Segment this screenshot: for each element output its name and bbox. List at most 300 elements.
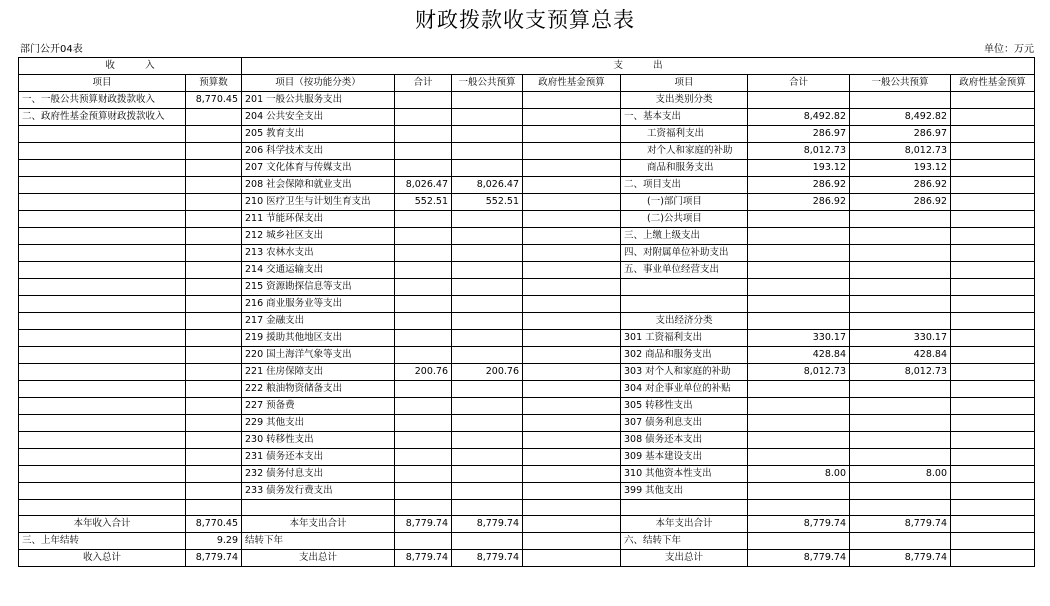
cell-total-2: 193.12 [748,160,850,177]
cell-general-budget-2 [850,432,951,449]
cell-budget-amount [186,483,242,500]
cell-total-2 [748,533,850,550]
cell-income-item [19,296,186,313]
col-header-total: 合计 [395,75,452,92]
cell-function-item: 201 一般公共服务支出 [242,92,395,109]
cell-expense-item: 一、基本支出 [621,109,748,126]
cell-budget-amount [186,330,242,347]
cell-total-2: 8,012.73 [748,143,850,160]
cell-budget-amount [186,364,242,381]
table-row [19,211,1035,228]
cell-general-budget [452,313,523,330]
table-row [19,550,1035,567]
cell-function-item: 213 农林水支出 [242,245,395,262]
cell-income-item [19,228,186,245]
cell-general-budget-2 [850,500,951,516]
cell-fund-budget [523,364,621,381]
cell-income-item [19,364,186,381]
cell-fund-budget [523,262,621,279]
cell-fund-budget-2 [951,550,1035,567]
cell-fund-budget [523,550,621,567]
cell-fund-budget [523,160,621,177]
cell-general-budget [452,432,523,449]
cell-total [395,245,452,262]
cell-expense-item: 工资福利支出 [621,126,748,143]
cell-fund-budget-2 [951,500,1035,516]
cell-income-item [19,415,186,432]
cell-function-item: 本年支出合计 [242,516,395,533]
cell-total: 200.76 [395,364,452,381]
cell-general-budget-2: 8,012.73 [850,364,951,381]
cell-budget-amount: 8,779.74 [186,550,242,567]
cell-income-item [19,500,186,516]
cell-function-item: 结转下年 [242,533,395,550]
cell-function-item: 221 住房保障支出 [242,364,395,381]
cell-total [395,483,452,500]
cell-budget-amount [186,228,242,245]
cell-expense-item: 支出经济分类 [621,313,748,330]
cell-general-budget-2 [850,279,951,296]
cell-expense-item: (一)部门项目 [621,194,748,211]
table-row [19,432,1035,449]
cell-fund-budget-2 [951,533,1035,550]
table-row [19,279,1035,296]
cell-total-2 [748,211,850,228]
cell-total [395,160,452,177]
cell-total [395,330,452,347]
cell-general-budget: 8,026.47 [452,177,523,194]
cell-general-budget [452,211,523,228]
cell-expense-item: 307 债务利息支出 [621,415,748,432]
cell-total-2: 330.17 [748,330,850,347]
cell-total-2 [748,279,850,296]
table-row [19,330,1035,347]
cell-general-budget [452,398,523,415]
cell-function-item: 227 预备费 [242,398,395,415]
cell-total-2 [748,381,850,398]
cell-general-budget [452,415,523,432]
cell-expense-item: 二、项目支出 [621,177,748,194]
cell-fund-budget [523,109,621,126]
cell-fund-budget-2 [951,449,1035,466]
cell-function-item: 231 债务还本支出 [242,449,395,466]
cell-total-2 [748,296,850,313]
table-row [19,500,1035,516]
cell-function-item: 230 转移性支出 [242,432,395,449]
cell-total-2: 286.92 [748,194,850,211]
cell-general-budget-2: 8,492.82 [850,109,951,126]
table-row [19,415,1035,432]
cell-budget-amount [186,160,242,177]
cell-total [395,466,452,483]
cell-budget-amount [186,381,242,398]
cell-function-item: 208 社会保障和就业支出 [242,177,395,194]
cell-total [395,313,452,330]
cell-total-2: 286.92 [748,177,850,194]
cell-general-budget-2 [850,296,951,313]
cell-income-item [19,126,186,143]
cell-general-budget [452,381,523,398]
cell-general-budget [452,279,523,296]
col-header-fund-budget-2: 政府性基金预算 [951,75,1035,92]
cell-fund-budget-2 [951,415,1035,432]
cell-budget-amount [186,245,242,262]
cell-expense-item: 399 其他支出 [621,483,748,500]
cell-budget-amount [186,415,242,432]
cell-fund-budget-2 [951,466,1035,483]
cell-income-item [19,330,186,347]
cell-total: 8,026.47 [395,177,452,194]
cell-general-budget-2: 8,012.73 [850,143,951,160]
cell-general-budget [452,533,523,550]
cell-general-budget [452,228,523,245]
budget-table [18,57,1035,567]
cell-fund-budget [523,533,621,550]
cell-general-budget-2 [850,398,951,415]
cell-total-2: 428.84 [748,347,850,364]
cell-budget-amount [186,262,242,279]
cell-budget-amount [186,177,242,194]
cell-total [395,398,452,415]
cell-fund-budget [523,245,621,262]
cell-total-2 [748,500,850,516]
cell-total [395,533,452,550]
expense-group-header: 支 出 [242,58,1035,75]
cell-general-budget-2: 8.00 [850,466,951,483]
cell-function-item: 216 商业服务业等支出 [242,296,395,313]
cell-general-budget-2 [850,313,951,330]
cell-fund-budget-2 [951,364,1035,381]
cell-fund-budget-2 [951,262,1035,279]
cell-function-item: 220 国土海洋气象等支出 [242,347,395,364]
cell-fund-budget-2 [951,143,1035,160]
cell-fund-budget [523,483,621,500]
cell-expense-item: 支出总计 [621,550,748,567]
cell-income-item: 二、政府性基金预算财政拨款收入 [19,109,186,126]
cell-fund-budget-2 [951,381,1035,398]
cell-function-item: 211 节能环保支出 [242,211,395,228]
cell-budget-amount [186,347,242,364]
cell-general-budget [452,330,523,347]
cell-budget-amount [186,211,242,228]
cell-general-budget [452,109,523,126]
cell-general-budget [452,500,523,516]
table-row [19,466,1035,483]
col-header-function-item: 项目（按功能分类） [242,75,395,92]
table-row [19,194,1035,211]
cell-expense-item: 302 商品和服务支出 [621,347,748,364]
cell-income-item [19,381,186,398]
cell-general-budget: 552.51 [452,194,523,211]
cell-fund-budget-2 [951,177,1035,194]
cell-budget-amount [186,398,242,415]
cell-fund-budget [523,177,621,194]
cell-budget-amount [186,143,242,160]
cell-fund-budget-2 [951,279,1035,296]
cell-budget-amount: 9.29 [186,533,242,550]
cell-fund-budget [523,143,621,160]
table-row [19,126,1035,143]
cell-income-item: 本年收入合计 [19,516,186,533]
table-row [19,177,1035,194]
cell-fund-budget-2 [951,483,1035,500]
cell-total [395,449,452,466]
col-header-income-item: 项目 [19,75,186,92]
cell-function-item: 204 公共安全支出 [242,109,395,126]
cell-general-budget [452,245,523,262]
cell-income-item [19,483,186,500]
cell-total-2 [748,262,850,279]
cell-expense-item: 商品和服务支出 [621,160,748,177]
cell-fund-budget [523,466,621,483]
cell-fund-budget [523,194,621,211]
table-row [19,143,1035,160]
group-header-row [19,58,1035,75]
table-row [19,381,1035,398]
cell-function-item: 207 文化体育与传媒支出 [242,160,395,177]
cell-fund-budget [523,296,621,313]
table-row [19,245,1035,262]
cell-fund-budget-2 [951,160,1035,177]
table-row [19,347,1035,364]
cell-function-item: 219 援助其他地区支出 [242,330,395,347]
cell-general-budget [452,449,523,466]
table-row [19,364,1035,381]
cell-fund-budget [523,92,621,109]
cell-fund-budget-2 [951,92,1035,109]
cell-function-item: 支出总计 [242,550,395,567]
cell-total [395,415,452,432]
cell-general-budget [452,466,523,483]
cell-income-item: 三、上年结转 [19,533,186,550]
form-code: 部门公开04表 [20,44,83,55]
cell-general-budget [452,347,523,364]
cell-total-2 [748,228,850,245]
cell-total: 8,779.74 [395,550,452,567]
cell-expense-item: 四、对附属单位补助支出 [621,245,748,262]
cell-budget-amount [186,313,242,330]
cell-fund-budget [523,347,621,364]
cell-income-item [19,279,186,296]
cell-total [395,500,452,516]
cell-function-item: 232 债务付息支出 [242,466,395,483]
cell-general-budget: 8,779.74 [452,516,523,533]
cell-total [395,211,452,228]
cell-budget-amount [186,109,242,126]
table-row [19,533,1035,550]
cell-income-item [19,177,186,194]
cell-general-budget [452,483,523,500]
cell-total [395,92,452,109]
cell-total-2 [748,432,850,449]
cell-fund-budget [523,381,621,398]
table-row [19,92,1035,109]
cell-function-item: 229 其他支出 [242,415,395,432]
cell-fund-budget-2 [951,432,1035,449]
cell-general-budget [452,262,523,279]
cell-fund-budget [523,330,621,347]
report-title: 财政拨款收支预算总表 [415,8,635,32]
cell-fund-budget [523,449,621,466]
table-row [19,398,1035,415]
cell-fund-budget [523,432,621,449]
cell-fund-budget [523,415,621,432]
cell-function-item: 217 金融支出 [242,313,395,330]
cell-total-2: 286.97 [748,126,850,143]
cell-total [395,347,452,364]
cell-fund-budget-2 [951,313,1035,330]
cell-general-budget-2 [850,262,951,279]
cell-general-budget [452,126,523,143]
cell-function-item: 205 教育支出 [242,126,395,143]
cell-budget-amount [186,194,242,211]
cell-fund-budget-2 [951,330,1035,347]
col-header-general-budget-2: 一般公共预算 [850,75,951,92]
cell-budget-amount: 8,770.45 [186,92,242,109]
cell-expense-item: 本年支出合计 [621,516,748,533]
cell-function-item: 215 资源勘探信息等支出 [242,279,395,296]
cell-general-budget-2 [850,415,951,432]
cell-expense-item: 304 对企事业单位的补贴 [621,381,748,398]
cell-expense-item: 301 工资福利支出 [621,330,748,347]
table-row [19,262,1035,279]
cell-general-budget-2 [850,381,951,398]
cell-expense-item: 支出类别分类 [621,92,748,109]
cell-total-2 [748,449,850,466]
cell-income-item [19,160,186,177]
cell-total-2 [748,245,850,262]
cell-total [395,432,452,449]
cell-fund-budget [523,279,621,296]
cell-income-item: 收入总计 [19,550,186,567]
cell-fund-budget-2 [951,211,1035,228]
cell-fund-budget-2 [951,245,1035,262]
cell-total-2: 8.00 [748,466,850,483]
cell-total-2: 8,779.74 [748,516,850,533]
cell-fund-budget-2 [951,296,1035,313]
unit-label: 单位：万元 [984,44,1034,55]
cell-general-budget: 200.76 [452,364,523,381]
cell-fund-budget-2 [951,109,1035,126]
cell-general-budget: 8,779.74 [452,550,523,567]
cell-income-item [19,432,186,449]
table-row [19,483,1035,500]
cell-general-budget-2 [850,483,951,500]
cell-fund-budget [523,398,621,415]
cell-general-budget-2: 330.17 [850,330,951,347]
cell-expense-item [621,279,748,296]
cell-general-budget-2: 286.97 [850,126,951,143]
table-row [19,109,1035,126]
cell-fund-budget [523,516,621,533]
cell-fund-budget [523,228,621,245]
cell-total [395,228,452,245]
cell-income-item [19,313,186,330]
cell-total: 552.51 [395,194,452,211]
cell-income-item [19,194,186,211]
cell-income-item [19,143,186,160]
cell-general-budget-2: 286.92 [850,177,951,194]
cell-expense-item: 六、结转下年 [621,533,748,550]
table-row [19,160,1035,177]
cell-total [395,381,452,398]
cell-general-budget [452,143,523,160]
cell-income-item [19,466,186,483]
cell-total-2 [748,398,850,415]
col-header-expense-item: 项目 [621,75,748,92]
cell-total [395,126,452,143]
cell-fund-budget [523,313,621,330]
cell-total [395,143,452,160]
table-row [19,313,1035,330]
cell-expense-item: 310 其他资本性支出 [621,466,748,483]
cell-function-item: 222 粮油物资储备支出 [242,381,395,398]
cell-general-budget-2: 286.92 [850,194,951,211]
cell-total [395,279,452,296]
cell-general-budget-2 [850,245,951,262]
cell-expense-item [621,296,748,313]
cell-general-budget-2 [850,92,951,109]
cell-total-2: 8,492.82 [748,109,850,126]
cell-total [395,296,452,313]
col-header-fund-budget: 政府性基金预算 [523,75,621,92]
cell-function-item: 212 城乡社区支出 [242,228,395,245]
cell-income-item [19,262,186,279]
cell-total-2 [748,313,850,330]
cell-income-item [19,245,186,262]
cell-expense-item: 303 对个人和家庭的补助 [621,364,748,381]
cell-general-budget-2: 193.12 [850,160,951,177]
cell-function-item: 214 交通运输支出 [242,262,395,279]
cell-general-budget [452,160,523,177]
cell-expense-item: 对个人和家庭的补助 [621,143,748,160]
cell-function-item: 233 债务发行费支出 [242,483,395,500]
cell-total [395,109,452,126]
cell-expense-item [621,500,748,516]
cell-general-budget-2: 428.84 [850,347,951,364]
cell-total: 8,779.74 [395,516,452,533]
cell-function-item [242,500,395,516]
income-group-header: 收 入 [19,58,242,75]
col-header-total-2: 合计 [748,75,850,92]
cell-fund-budget-2 [951,194,1035,211]
cell-general-budget-2 [850,228,951,245]
cell-income-item [19,398,186,415]
cell-total-2 [748,483,850,500]
cell-expense-item: 三、上缴上级支出 [621,228,748,245]
cell-total-2 [748,92,850,109]
cell-expense-item: 309 基本建设支出 [621,449,748,466]
cell-general-budget [452,92,523,109]
cell-fund-budget-2 [951,347,1035,364]
cell-total [395,262,452,279]
cell-expense-item: 305 转移性支出 [621,398,748,415]
cell-fund-budget-2 [951,398,1035,415]
table-row [19,296,1035,313]
cell-expense-item: 308 债务还本支出 [621,432,748,449]
cell-budget-amount [186,296,242,313]
cell-total-2 [748,415,850,432]
cell-general-budget-2: 8,779.74 [850,516,951,533]
col-header-budget-amount: 预算数 [186,75,242,92]
cell-total-2: 8,012.73 [748,364,850,381]
cell-fund-budget [523,126,621,143]
cell-general-budget-2 [850,449,951,466]
table-row [19,516,1035,533]
cell-expense-item: (二)公共项目 [621,211,748,228]
cell-fund-budget-2 [951,228,1035,245]
cell-expense-item: 五、事业单位经营支出 [621,262,748,279]
